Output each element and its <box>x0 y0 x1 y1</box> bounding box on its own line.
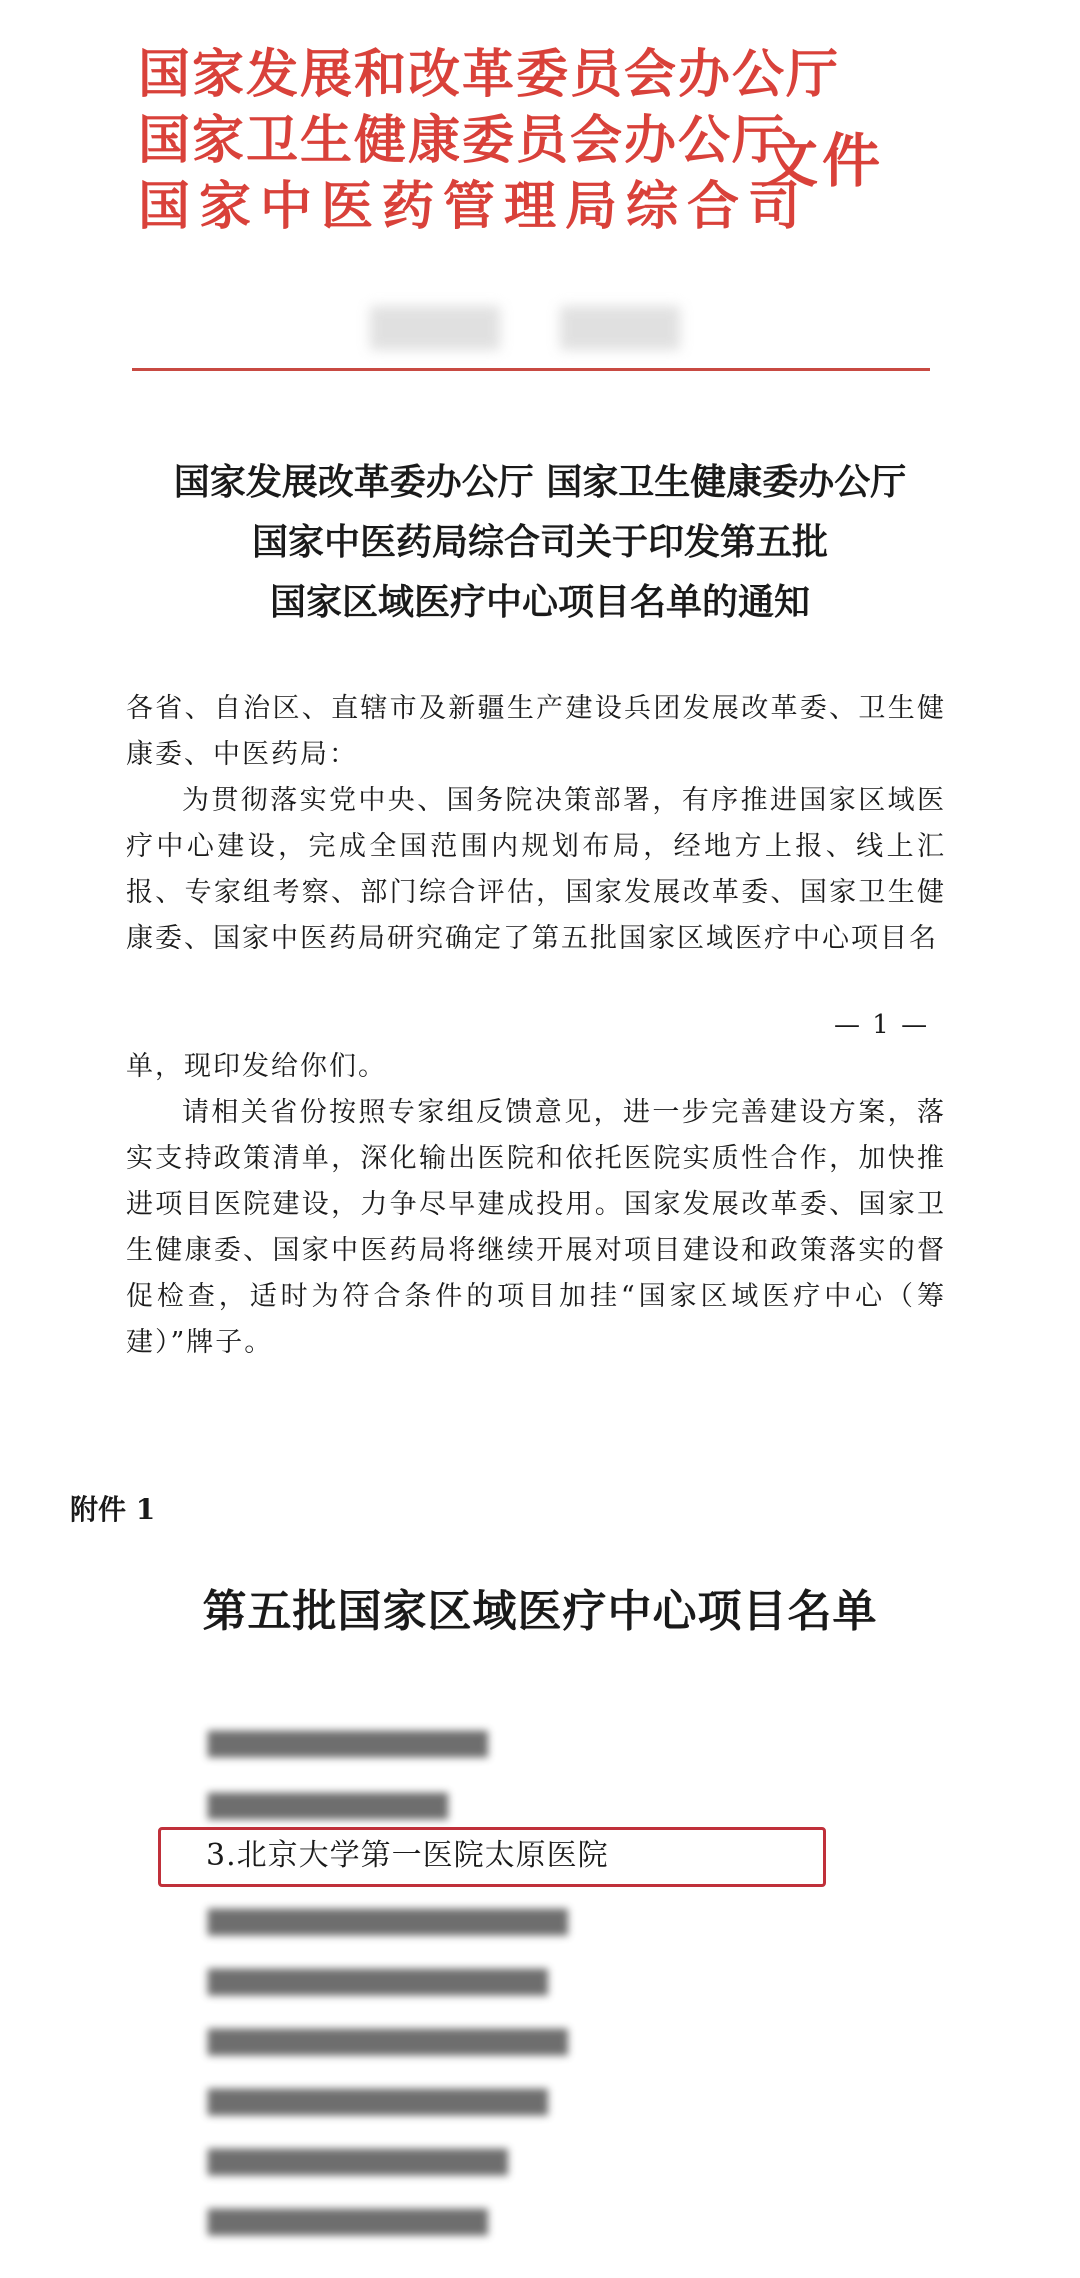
notice-title <box>100 452 980 632</box>
red-divider-line <box>132 368 930 371</box>
issuer-line-2: 国家卫生健康委员会办公厅 <box>138 110 787 171</box>
blurred-list-item: ▇▇▇▇▇▇▇▇▇▇▇▇▇▇▇▇▇▇ <box>208 1906 568 1936</box>
highlighted-list-item: 3.北京大学第一医院太原医院 <box>206 1838 609 1873</box>
paragraph-2: 请相关省份按照专家组反馈意见，进一步完善建设方案，落实支持政策清单，深化输出医院和依托医院实质性合作，加快推进项目医院建设，力争尽早建成投用。国家发展改革委、国家卫生健康委、国家中医药局将继续开展对项目建设和政策落实的督促检查，适时为符合条件的项目加挂“国家区域医疗中心（筹建）”牌子。 <box>126 1097 946 1358</box>
blurred-list-item: ▇▇▇▇▇▇▇▇▇▇▇▇▇▇▇▇▇ <box>208 2086 548 2116</box>
paragraph-1-continued: 单，现印发给你们。 <box>126 1051 387 1082</box>
paragraph-1: 为贯彻落实党中央、国务院决策部署，有序推进国家区域医疗中心建设，完成全国范围内规划布局，经地方上报、线上汇报、专家组考察、部门综合评估，国家发展改革委、国家卫生健康委、国家中医药局研究确定了第五批国家区域医疗中心项目名 <box>126 785 946 954</box>
blurred-list-item: ▇▇▇▇▇▇▇▇▇▇▇▇▇▇▇▇▇▇ <box>208 2026 568 2056</box>
notice-body-part-2 <box>126 1044 946 1366</box>
blurred-list-item: ▇▇▇▇▇▇▇▇▇▇▇▇▇▇ <box>208 2206 488 2236</box>
notice-body-part-1 <box>126 686 946 962</box>
blurred-list-item: ▇▇▇▇▇▇▇▇▇▇▇▇▇▇▇▇▇ <box>208 1966 548 1996</box>
notice-title-line-3: 国家区域医疗中心项目名单的通知 <box>269 581 810 623</box>
blurred-list-item: ▇▇▇▇▇▇▇▇▇▇▇▇ <box>208 1790 448 1820</box>
document-type-label: 文件 <box>760 127 885 195</box>
page-number: — 1 — <box>834 1010 930 1040</box>
issuer-line-1: 国家发展和改革委员会办公厅 <box>138 44 841 105</box>
notice-title-line-1: 国家发展改革委办公厅 国家卫生健康委办公厅 <box>173 461 907 503</box>
issuer-header <box>138 42 840 240</box>
issuer-line-3: 国家中医药管理局综合司 <box>138 176 810 237</box>
attachment-list-title: 第五批国家区域医疗中心项目名单 <box>202 1586 878 1637</box>
redacted-doc-number <box>560 306 680 350</box>
blurred-list-item: ▇▇▇▇▇▇▇▇▇▇▇▇▇▇ <box>208 1728 488 1758</box>
attachment-label: 附件 1 <box>70 1493 156 1526</box>
redacted-doc-number <box>370 306 500 350</box>
notice-title-line-2: 国家中医药局综合司关于印发第五批 <box>251 521 828 563</box>
blurred-list-item: ▇▇▇▇▇▇▇▇▇▇▇▇▇▇▇ <box>208 2146 508 2176</box>
addressees: 各省、自治区、直辖市及新疆生产建设兵团发展改革委、卫生健康委、中医药局： <box>126 693 946 770</box>
